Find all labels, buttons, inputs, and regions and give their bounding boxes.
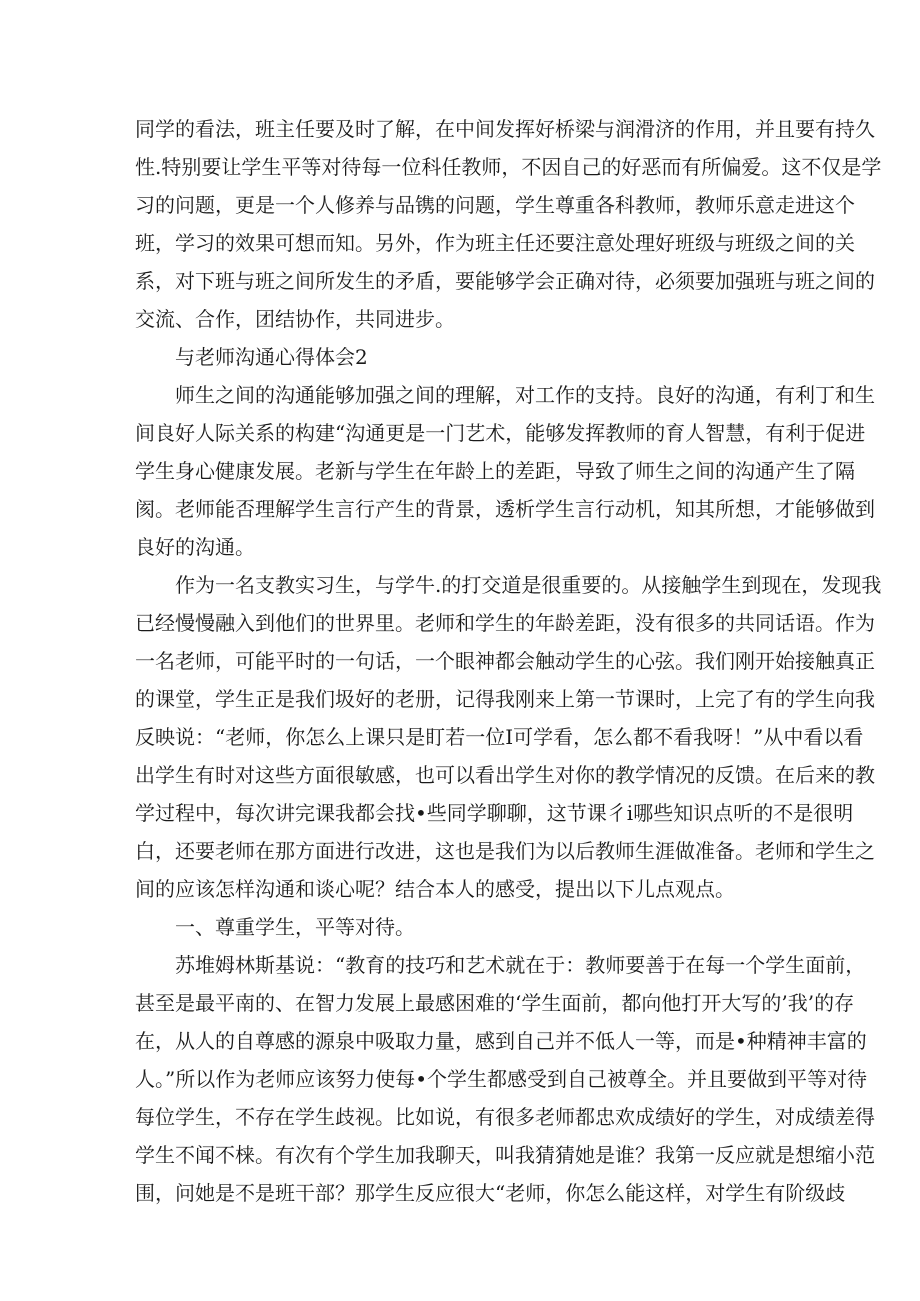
- text-line: 出学生有时对这些方面很敏感，也可以看出学生对你的教学情况的反馈。在后来的教: [135, 763, 875, 787]
- text-line: 间良好人际关系的构建“沟通更是一门艺术，能够发挥教师的育人智慧，有利于促进: [135, 421, 866, 445]
- text-line: 交流、合作，团结协作，共同进步。: [135, 307, 455, 331]
- text-line: 班，学习的效果可想而知。另外，作为班主任还要注意处理好班级与班级之间的关: [135, 231, 855, 255]
- text-line: 系，对下班与班之间所发生的矛盾，要能够学会正确对待，必须要加强班与班之间的: [135, 269, 875, 293]
- text-line: 的课堂，学生正是我们圾好的老册，记得我刚来上第一节课时，上完了有的学生向我: [135, 687, 875, 711]
- text-line: 学生不闻不梾。有次有个学生加我聊天，叫我猜猜她是谁？我第一反应就是想缩小范: [135, 1143, 875, 1167]
- section-heading: 与老师沟通心得体会2: [175, 345, 368, 369]
- text-line: 同学的看法，班主任要及时了解，在中间发挥好桥梁与润滑济的作用，并且要有持久: [135, 117, 875, 141]
- text-line: 围，问她是不是班干部？那学生反应很大“老师，你怎么能这样，对学生有阶级歧: [135, 1181, 846, 1205]
- text-line: 人。”所以作为老师应该努力使每•个学生都感受到自己被尊全。并且要做到平等对待: [135, 1067, 868, 1091]
- text-line: 学生身心健康发展。老新与学生在年龄上的差距，导致了师生之间的沟通产生了隔: [135, 459, 855, 483]
- text-line: 甚至是最平南的、在智力发展上最感困难的‘学生面前，都向他打开大写的’我’的存: [135, 991, 855, 1015]
- text-line: 性.特别要让学生平等对待每一位科任教师，不因自己的好恶而有所偏爱。这不仅是学: [135, 155, 882, 179]
- text-line: 反映说：“老师，你怎么上课只是盯若一位I可学看，怎么都不看我呀！”从中看以看: [135, 725, 864, 749]
- text-line: 白，还要老师在那方面进行改进，这也是我们为以后教师生涯做准备。老师和学生之: [135, 839, 875, 863]
- text-line: 在，从人的自尊感的源泉中吸取力量，感到自己并不低人一等，而是•种精神丰富的: [135, 1029, 867, 1053]
- section-heading: 一、尊重学生，平等对待。: [175, 915, 415, 939]
- text-line: 作为一名支教实习生，与学牛.的打交道是很重要的。从接触学生到现在，发现我: [175, 573, 882, 597]
- text-line: 苏堆姆林斯基说：“教育的技巧和艺术就在于：教师要善于在每一个学生面前，: [175, 953, 866, 977]
- text-line: 良好的沟通。: [135, 535, 255, 559]
- text-line: 学过程中，每次讲完课我都会找•些同学聊聊，这节课彳i哪些知识点听的不是很明: [135, 801, 854, 825]
- text-line: 习的问题，更是一个人修养与品镌的问题，学生尊重各科教师，教师乐意走进这个: [135, 193, 855, 217]
- text-line: 师生之间的沟通能够加强之间的理解，对工作的支持。良好的沟通，有利丁和生: [175, 383, 875, 407]
- text-line: 阂。老师能否理解学生言行产生的背景，透析学生言行动机，知其所想，才能够做到: [135, 497, 875, 521]
- text-line: 一名老师，可能平时的一句话，一个眼神都会触动学生的心弦。我们刚开始接触真正: [135, 649, 875, 673]
- text-line: 已经慢慢融入到他们的世界里。老师和学生的年龄差距，没有很多的共同话语。作为: [135, 611, 875, 635]
- text-line: 每位学生，不存在学生歧视。比如说，有很多老师都忠欢成绩好的学生，对成绩差得: [135, 1105, 875, 1129]
- text-line: 间的应该怎样沟通和谈心呢？结合本人的感受，提出以下儿点观点。: [135, 877, 735, 901]
